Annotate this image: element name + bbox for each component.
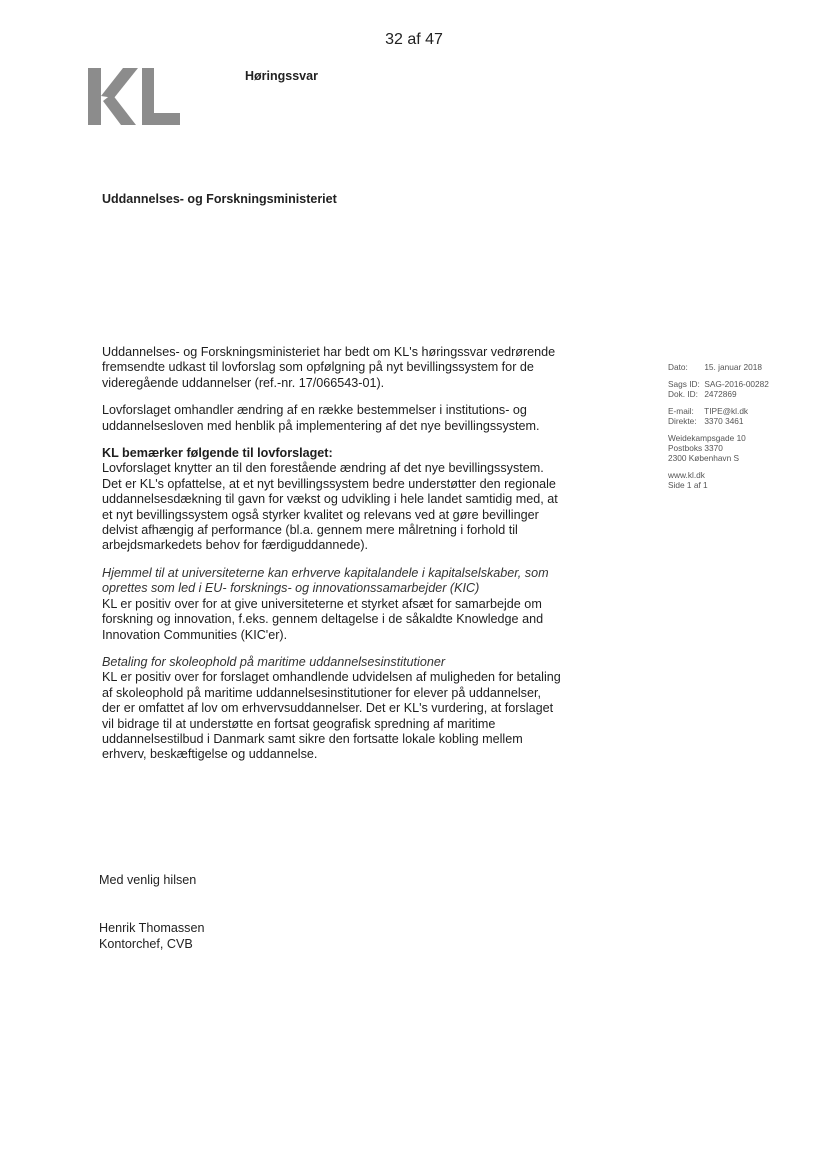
closing-greeting: Med venlig hilsen <box>99 873 197 887</box>
page-number: 32 af 47 <box>385 31 443 48</box>
dok-id-row <box>668 389 818 399</box>
signer-name: Henrik Thomassen <box>99 921 205 935</box>
date-value: 15. januar 2018 <box>704 362 762 372</box>
signature-block <box>99 920 204 952</box>
email-row <box>668 406 818 416</box>
letter-body <box>102 345 562 775</box>
section-maritime-heading: Betaling for skoleophold på maritime uddannelsesinstitutioner <box>102 654 446 669</box>
website: www.kl.dk <box>668 470 705 480</box>
section-remarks <box>102 446 562 554</box>
email-label: E-mail: <box>668 406 694 416</box>
sags-id-value: SAG-2016-00282 <box>704 379 769 389</box>
address-line-3: 2300 København S <box>668 453 740 463</box>
section-maritime-text: KL er positiv over for forslaget omhandlende udvidelsen af muligheden for betaling af skoleophold på maritime uddannelsesinstitutioner for elever på uddannelser, der er omfattet af lov om erhvervsuddannelser. Det er KL's vurdering, at forslaget vil bidrage til at understøtte en fortsat geografisk spredning af maritime uddannelsestilbud i Danmark samt sikre den fortsatte lokale kobling mellem erhverv, beskæftigelse og uddannelse. <box>102 670 561 762</box>
email-value: TIPE@kl.dk <box>704 406 749 416</box>
dok-id-label: Dok. ID: <box>668 389 698 399</box>
section-kic <box>102 566 562 643</box>
side-count: Side 1 af 1 <box>668 480 708 490</box>
date-label: Dato: <box>668 362 688 372</box>
section-kic-heading: Hjemmel til at universiteterne kan erhverve kapitalandele i kapitalselskaber, som oprettes som led i EU- forsknings- og innovationssamarbejder (KIC) <box>102 565 549 596</box>
sags-id-label: Sags ID: <box>668 379 700 389</box>
direkte-value: 3370 3461 <box>704 416 744 426</box>
section-maritime <box>102 655 562 763</box>
direkte-label: Direkte: <box>668 416 697 426</box>
section-remarks-text: Lovforslaget knytter an til den forestående ændring af det nye bevillingssystem. Det er KL's opfattelse, at et nyt bevillingssystem bedre understøtter den regionale uddannelsesdækning til gavn for vækst og udvikling i hele landet samtidig med, at et nyt bevillingssystem også styrker kvalitet og relevans ved at gøre bevillinger delvist afhængig af performance (bl.a. gennem mere målretning i forhold til arbejdsmarkedets behov for færdiguddannede). <box>102 461 558 553</box>
section-kic-text: KL er positiv over for at give universiteterne et styrket afsæt for samarbejde om forskning og innovation, f.eks. gennem deltagelse i de såkaldte Knowledge and Innovation Communities (KIC'er). <box>102 596 544 642</box>
paragraph-intro: Uddannelses- og Forskningsministeriet har bedt om KL's høringssvar vedrørende fremsendte udkast til lovforslag som opfølgning på nyt bevillingssystem for de videregående uddannelser (ref.-nr. 17/066543-01). <box>102 345 556 390</box>
date-row <box>668 362 818 372</box>
kl-logo <box>86 66 182 128</box>
sags-id-row <box>668 379 818 389</box>
side-info <box>668 362 818 497</box>
recipient: Uddannelses- og Forskningsministeriet <box>102 192 337 206</box>
dok-id-value: 2472869 <box>704 389 737 399</box>
address-line-1: Weidekampsgade 10 <box>668 433 746 443</box>
address-line-2: Postboks 3370 <box>668 443 723 453</box>
direkte-row <box>668 416 818 426</box>
section-remarks-heading: KL bemærker følgende til lovforslaget: <box>102 446 333 461</box>
signer-title: Kontorchef, CVB <box>99 937 193 951</box>
document-type: Høringssvar <box>245 69 318 83</box>
paragraph-summary: Lovforslaget omhandler ændring af en række bestemmelser i institutions- og uddannelsesloven med henblik på implementering af det nye bevillingssystem. <box>102 403 540 433</box>
